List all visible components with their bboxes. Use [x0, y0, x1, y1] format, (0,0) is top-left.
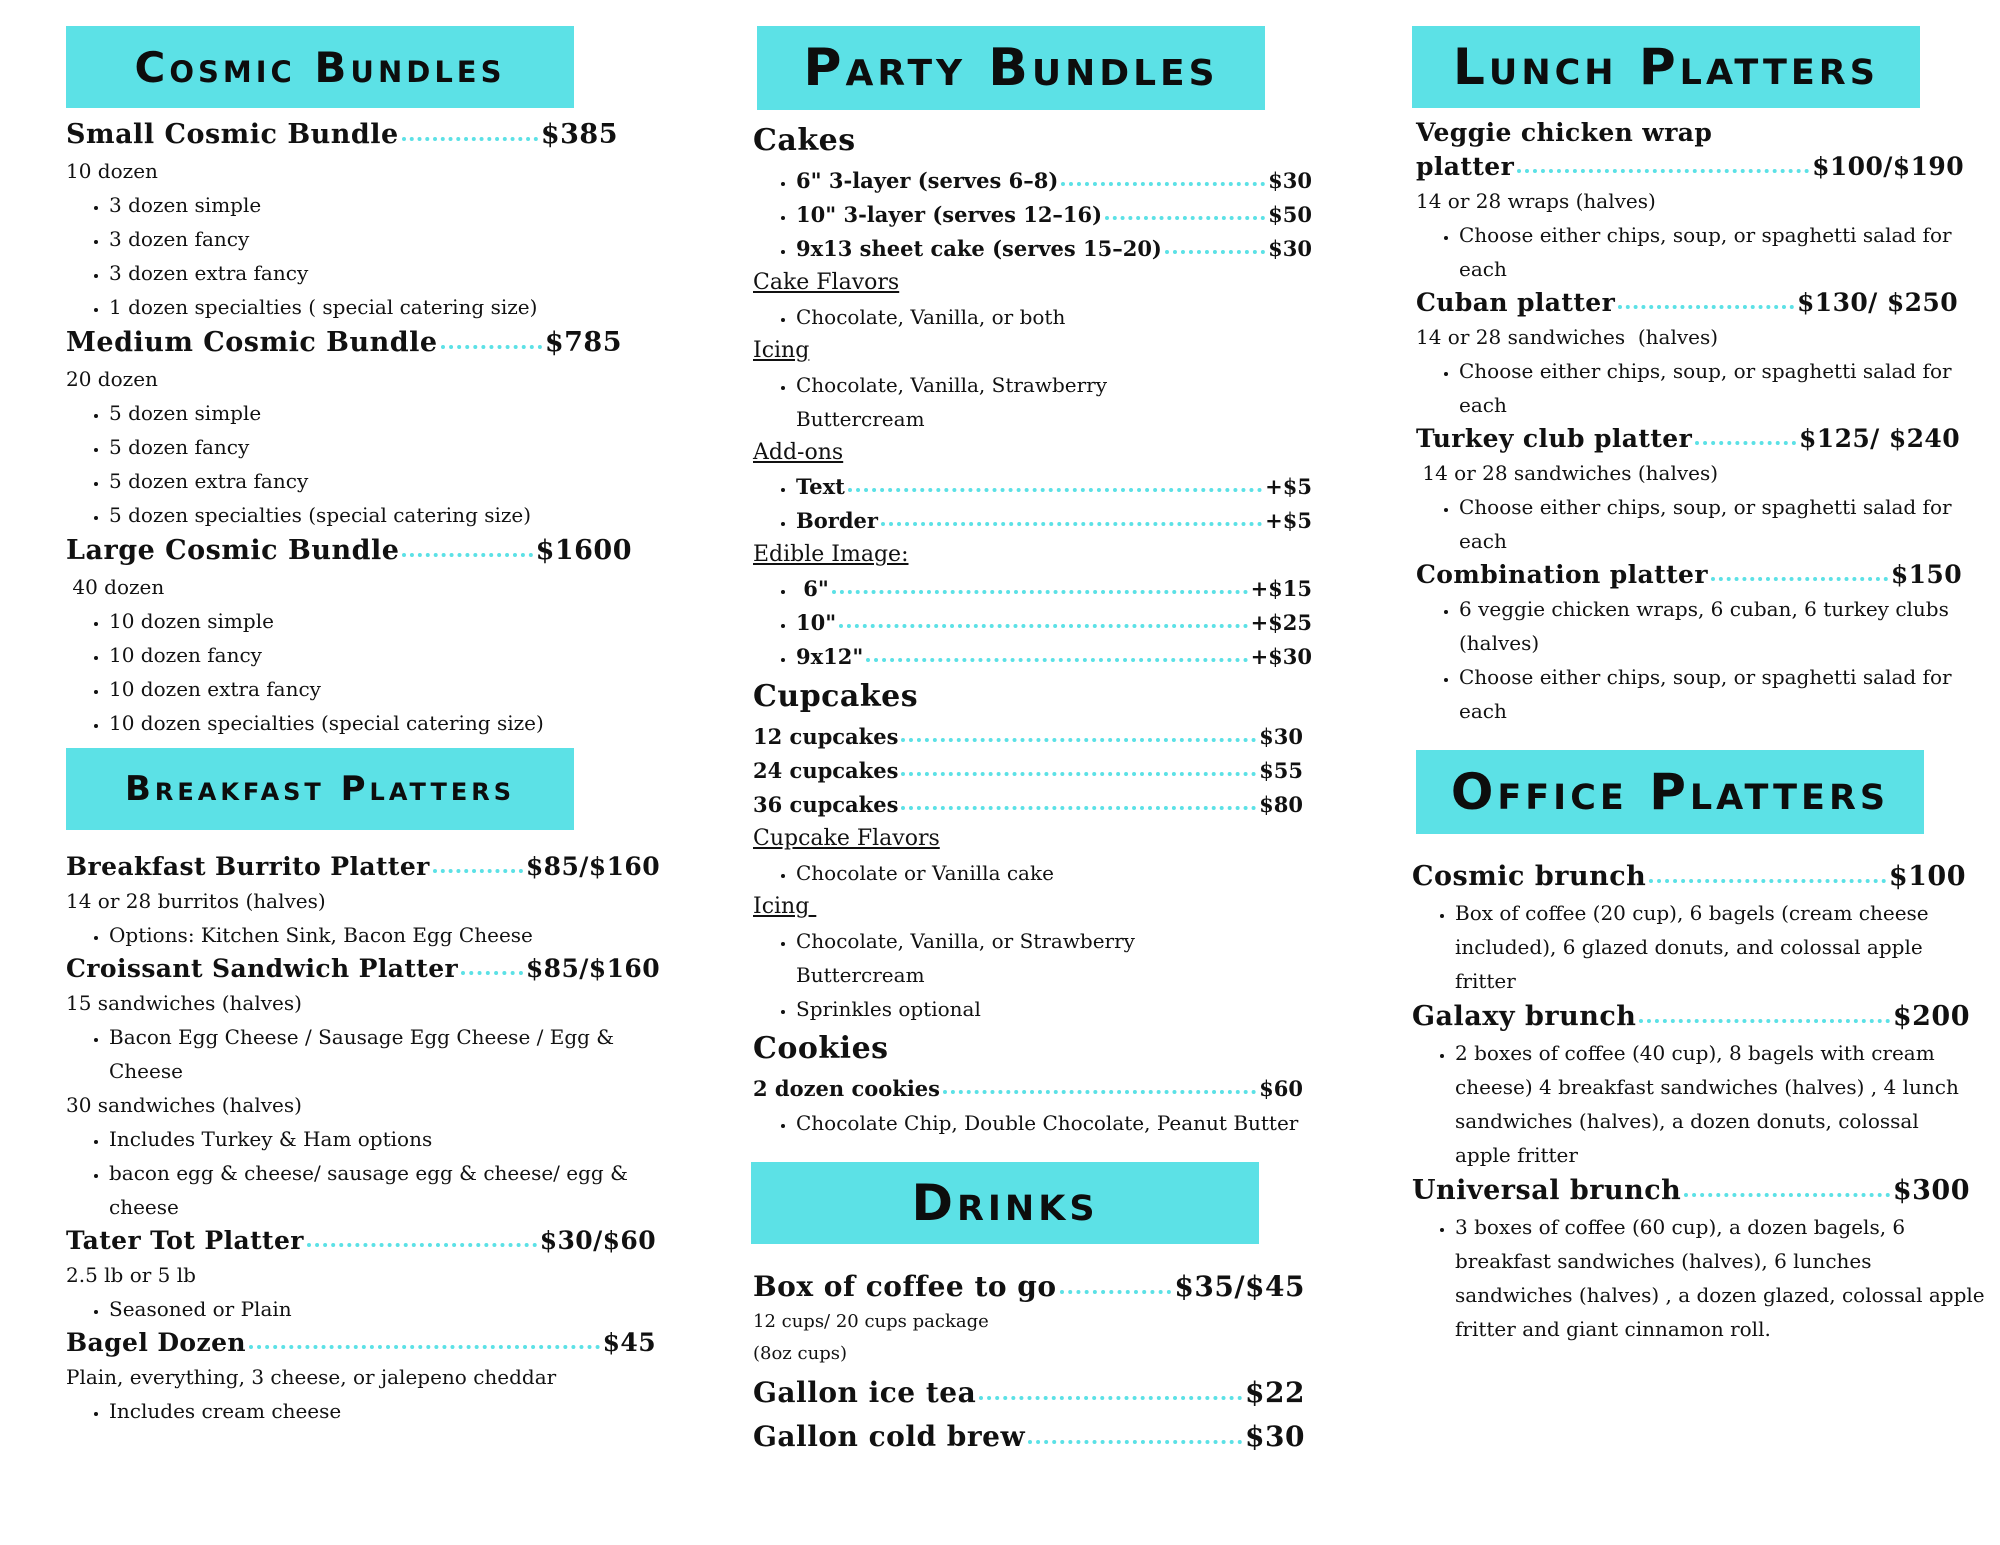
item-details	[66, 1020, 649, 1088]
menu-item	[796, 232, 1312, 266]
breakfast-platters-banner	[66, 748, 574, 830]
large-cosmic-bundle	[66, 532, 676, 740]
item-price: $125/ $240	[1799, 424, 1960, 453]
menu-item	[753, 1072, 1303, 1106]
item-name: Croissant Sandwich Platter	[66, 954, 459, 983]
office-platters-title: Office Platters	[1450, 763, 1890, 821]
party-bundles-banner	[757, 26, 1265, 110]
cupcakes-list	[753, 720, 1303, 822]
menu-item	[66, 324, 622, 362]
item-name: Breakfast Burrito Platter	[66, 852, 430, 881]
menu-item	[1416, 286, 1958, 320]
cookies-list	[753, 1072, 1303, 1106]
universal-brunch	[1412, 1172, 1985, 1346]
item-price: $80	[1259, 792, 1303, 817]
item-quantity: 20 dozen	[66, 367, 158, 391]
cupcake-icing-label: Icing	[753, 894, 817, 919]
item-price: $130/ $250	[1797, 288, 1958, 317]
breakfast-burrito-platter	[66, 850, 676, 952]
dot-leader	[1517, 169, 1809, 173]
menu-item	[753, 720, 1303, 754]
menu-item	[1412, 858, 1966, 896]
dot-leader	[433, 869, 523, 873]
item-price: $30	[1268, 236, 1312, 261]
item-price: +$5	[1265, 474, 1312, 499]
item-details	[1412, 1210, 1985, 1346]
detail: • Chocolate Chip, Double Chocolate, Peanut Butter	[796, 1106, 1316, 1140]
dot-leader	[402, 137, 538, 141]
breakfast-platters-title: Breakfast Platters	[124, 769, 516, 809]
item-price: $30	[1268, 168, 1312, 193]
menu-item	[796, 640, 1312, 674]
item-price: $85/$160	[525, 954, 660, 983]
dot-leader	[402, 553, 532, 557]
dot-leader	[307, 1243, 537, 1247]
croissant-sandwich-platter	[66, 952, 676, 1224]
list-item	[796, 232, 1312, 266]
dot-leader	[881, 522, 1262, 526]
item-price: $30/$60	[539, 1226, 656, 1255]
item-note: (8oz cups)	[753, 1343, 847, 1364]
gallon-ice-tea	[753, 1374, 1305, 1412]
cookies-heading: Cookies	[753, 1031, 889, 1066]
cake-flavors-label: Cake Flavors	[753, 270, 900, 295]
menu-item	[1416, 558, 1962, 592]
item-price: +$15	[1250, 576, 1312, 601]
detail: • 3 dozen fancy	[109, 222, 676, 256]
addons-list	[753, 470, 1312, 538]
dot-leader	[979, 1396, 1242, 1400]
cupcake-flavors-list	[753, 856, 1313, 890]
menu-item	[66, 850, 660, 884]
office-platters-banner	[1416, 750, 1924, 834]
column-right	[1398, 26, 1985, 1346]
detail: • Chocolate, Vanilla, or both	[796, 300, 1313, 334]
dot-leader	[1649, 879, 1886, 883]
menu-item	[1416, 150, 1964, 184]
menu-item	[796, 198, 1312, 232]
detail: • 10 dozen extra fancy	[109, 672, 676, 706]
item-name: Turkey club platter	[1416, 424, 1693, 453]
dot-leader	[901, 738, 1256, 742]
detail: • Chocolate, Vanilla, or Strawberry Buttercream	[796, 924, 1266, 992]
detail: • 1 dozen specialties ( special catering size)	[109, 290, 676, 324]
menu-item	[753, 754, 1303, 788]
item-name: Cosmic brunch	[1412, 861, 1647, 892]
dot-leader	[461, 971, 523, 975]
detail: • 10 dozen fancy	[109, 638, 676, 672]
list-item	[796, 606, 1312, 640]
cosmic-brunch	[1412, 858, 1966, 998]
item-name: • 9x12"	[796, 644, 864, 669]
dot-leader	[832, 590, 1248, 594]
item-details	[66, 1292, 676, 1326]
item-name: Small Cosmic Bundle	[66, 119, 399, 150]
item-price: +$30	[1250, 644, 1312, 669]
dot-leader	[1105, 216, 1265, 220]
item-price: $150	[1890, 560, 1962, 589]
detail: • Choose either chips, soup, or spaghetti salad for each	[1459, 354, 1959, 422]
item-name: 2 dozen cookies	[753, 1076, 940, 1101]
detail: • Choose either chips, soup, or spaghetti salad for each	[1459, 218, 1959, 286]
item-name: • 6" 3-layer (serves 6–8)	[796, 168, 1059, 193]
menu-item	[796, 572, 1312, 606]
item-quantity: Plain, everything, 3 cheese, or jalepeno cheddar	[66, 1365, 557, 1389]
item-name: Box of coffee to go	[753, 1270, 1057, 1303]
dot-leader	[1695, 441, 1796, 445]
menu-item	[66, 952, 660, 986]
menu-item	[66, 1326, 656, 1360]
detail: • 2 boxes of coffee (40 cup), 8 bagels with cream cheese) 4 breakfast sandwiches (halves) , 4 lunch sandwiches (halves), a dozen donuts, colossal apple fritter	[1455, 1036, 1975, 1172]
item-quantity: 14 or 28 wraps (halves)	[1416, 189, 1656, 213]
detail: • Choose either chips, soup, or spaghetti salad for each	[1459, 490, 1959, 558]
item-name: 24 cupcakes	[753, 758, 899, 783]
item-name: Veggie chicken wrap	[1416, 118, 1713, 147]
item-price: $100	[1888, 861, 1966, 892]
list-item	[796, 470, 1312, 504]
item-details	[1416, 592, 1969, 728]
item-name: • Text	[796, 474, 845, 499]
menu-item	[796, 470, 1312, 504]
icing-list	[753, 368, 1216, 436]
menu-item	[66, 532, 632, 570]
detail: • Chocolate, Vanilla, Strawberry Buttercream	[796, 368, 1216, 436]
column-middle	[753, 26, 1313, 1456]
item-price: $30	[1245, 1420, 1305, 1453]
item-name: Gallon cold brew	[753, 1420, 1026, 1453]
detail: • Includes cream cheese	[109, 1394, 676, 1428]
box-of-coffee	[753, 1268, 1313, 1370]
item-price: $30	[1259, 724, 1303, 749]
dot-leader	[943, 1090, 1256, 1094]
item-name: Universal brunch	[1412, 1175, 1682, 1206]
item-name: 12 cupcakes	[753, 724, 899, 749]
item-price: $45	[602, 1328, 656, 1357]
cosmic-bundles-title: Cosmic Bundles	[134, 42, 506, 92]
item-name: • 6"	[796, 576, 829, 601]
item-price: +$25	[1250, 610, 1312, 635]
detail: • 3 boxes of coffee (60 cup), a dozen bagels, 6 breakfast sandwiches (halves), 6 lunches sandwiches (halves) , a dozen glazed, colossal apple fritter and giant cinnamon roll.	[1455, 1210, 1985, 1346]
small-cosmic-bundle	[66, 116, 676, 324]
menu-item	[66, 1224, 656, 1258]
item-price: +$5	[1265, 508, 1312, 533]
menu-item	[753, 1268, 1305, 1306]
item-name: • 9x13 sheet cake (serves 15–20)	[796, 236, 1162, 261]
detail: • 3 dozen extra fancy	[109, 256, 676, 290]
item-price: $60	[1259, 1076, 1303, 1101]
item-price: $22	[1245, 1376, 1305, 1409]
cuban-platter	[1416, 286, 1958, 422]
dot-leader	[1639, 1019, 1889, 1023]
detail: • Options: Kitchen Sink, Bacon Egg Cheese	[109, 918, 676, 952]
dot-leader	[441, 345, 542, 349]
bagel-dozen	[66, 1326, 676, 1428]
item-details	[1416, 354, 1959, 422]
edible-image-list	[753, 572, 1312, 674]
item-price: $200	[1892, 1001, 1970, 1032]
dot-leader	[1165, 250, 1265, 254]
cosmic-bundles-banner	[66, 26, 574, 108]
detail: • Chocolate or Vanilla cake	[796, 856, 1313, 890]
item-price: $785	[544, 327, 622, 358]
item-quantity: 2.5 lb or 5 lb	[66, 1263, 196, 1287]
detail: • 5 dozen extra fancy	[109, 464, 676, 498]
list-item	[796, 572, 1312, 606]
menu-item	[796, 606, 1312, 640]
party-bundles-title: Party Bundles	[803, 38, 1219, 98]
veggie-chicken-wrap-platter	[1416, 116, 1964, 286]
dot-leader	[848, 488, 1262, 492]
item-price: $300	[1892, 1175, 1970, 1206]
combination-platter	[1416, 558, 1962, 728]
cakes-heading: Cakes	[753, 123, 856, 158]
menu-item	[1416, 422, 1960, 456]
drinks-banner	[751, 1162, 1259, 1244]
dot-leader	[1684, 1193, 1890, 1197]
item-details	[66, 604, 676, 740]
dot-leader	[1711, 577, 1888, 581]
dot-leader	[901, 772, 1256, 776]
cupcakes-heading: Cupcakes	[753, 679, 919, 714]
cupcake-flavors-label: Cupcake Flavors	[753, 826, 940, 851]
drinks-title: Drinks	[911, 1174, 1099, 1232]
item-details	[66, 1394, 676, 1428]
menu-item	[1412, 998, 1970, 1036]
item-name: Tater Tot Platter	[66, 1226, 304, 1255]
lunch-platters-title: Lunch Platters	[1453, 38, 1879, 96]
list-item	[796, 504, 1312, 538]
detail: • 10 dozen simple	[109, 604, 676, 638]
item-quantity: 10 dozen	[66, 159, 158, 183]
list-item	[796, 164, 1312, 198]
galaxy-brunch	[1412, 998, 1970, 1172]
item-price: $100/$190	[1812, 152, 1964, 181]
dot-leader	[1028, 1440, 1242, 1444]
detail: • 10 dozen specialties (special catering size)	[109, 706, 676, 740]
detail: • 6 veggie chicken wraps, 6 cuban, 6 turkey clubs (halves)	[1459, 592, 1969, 660]
detail: • 5 dozen specialties (special catering size)	[109, 498, 676, 532]
item-note: 12 cups/ 20 cups package	[753, 1311, 989, 1332]
item-details	[1412, 1036, 1975, 1172]
detail: • Seasoned or Plain	[109, 1292, 676, 1326]
detail: • Sprinkles optional	[796, 992, 1266, 1026]
item-name: Combination platter	[1416, 560, 1708, 589]
item-price: $85/$160	[525, 852, 660, 881]
item-name: Bagel Dozen	[66, 1328, 246, 1357]
menu-item	[796, 164, 1312, 198]
item-details	[1412, 896, 1965, 998]
item-price: $35/$45	[1174, 1270, 1305, 1303]
item-name: Large Cosmic Bundle	[66, 535, 400, 566]
item-name: • 10"	[796, 610, 837, 635]
item-name: • Border	[796, 508, 878, 533]
item-quantity: 14 or 28 burritos (halves)	[66, 889, 326, 913]
gallon-cold-brew	[753, 1418, 1305, 1456]
item-details	[1416, 218, 1959, 286]
addons-label: Add-ons	[753, 440, 844, 465]
item-name: Cuban platter	[1416, 288, 1616, 317]
detail: • 5 dozen fancy	[109, 430, 676, 464]
item-details	[66, 1122, 649, 1224]
dot-leader	[901, 806, 1256, 810]
item-quantity: 30 sandwiches (halves)	[66, 1093, 302, 1117]
menu-item	[1412, 1172, 1970, 1210]
dot-leader	[249, 1345, 600, 1349]
cakes-list	[753, 164, 1312, 266]
item-price: $385	[540, 119, 618, 150]
item-details	[66, 188, 676, 324]
item-quantity: 14 or 28 sandwiches (halves)	[1416, 461, 1719, 485]
item-details	[66, 396, 676, 532]
tater-tot-platter	[66, 1224, 676, 1326]
detail: • 5 dozen simple	[109, 396, 676, 430]
menu-item	[753, 788, 1303, 822]
dot-leader	[866, 658, 1247, 662]
item-quantity: 15 sandwiches (halves)	[66, 991, 302, 1015]
turkey-club-platter	[1416, 422, 1958, 558]
cupcake-icing-list	[753, 924, 1266, 1026]
item-details	[66, 918, 676, 952]
item-name: • 10" 3-layer (serves 12–16)	[796, 202, 1103, 227]
item-quantity: 40 dozen	[66, 575, 165, 599]
dot-leader	[1061, 182, 1265, 186]
item-quantity: 14 or 28 sandwiches (halves)	[1416, 325, 1719, 349]
item-name: Medium Cosmic Bundle	[66, 327, 438, 358]
detail: • 3 dozen simple	[109, 188, 676, 222]
item-name: 36 cupcakes	[753, 792, 899, 817]
dot-leader	[1060, 1290, 1172, 1294]
cookie-flavors-list	[753, 1106, 1316, 1140]
item-price: $50	[1268, 202, 1312, 227]
icing-label: Icing	[753, 338, 810, 363]
item-name: Gallon ice tea	[753, 1376, 977, 1409]
cake-flavors-list	[753, 300, 1313, 334]
lunch-platters-banner	[1412, 26, 1920, 108]
detail: • Choose either chips, soup, or spaghetti salad for each	[1459, 660, 1969, 728]
detail: • Includes Turkey & Ham options	[109, 1122, 649, 1156]
item-name: platter	[1416, 152, 1515, 181]
dot-leader	[839, 624, 1247, 628]
item-price: $55	[1259, 758, 1303, 783]
menu-item	[66, 116, 618, 154]
item-name: Galaxy brunch	[1412, 1001, 1637, 1032]
item-price: $1600	[535, 535, 632, 566]
medium-cosmic-bundle	[66, 324, 676, 532]
item-details	[1416, 490, 1959, 558]
detail: • Box of coffee (20 cup), 6 bagels (cream cheese included), 6 glazed donuts, and colossal apple fritter	[1455, 896, 1965, 998]
column-left	[66, 26, 676, 1428]
edible-image-label: Edible Image:	[753, 542, 909, 567]
list-item	[796, 640, 1312, 674]
dot-leader	[1618, 305, 1794, 309]
menu-item	[796, 504, 1312, 538]
detail: • bacon egg & cheese/ sausage egg & cheese/ egg & cheese	[109, 1156, 649, 1224]
list-item	[796, 198, 1312, 232]
detail: • Bacon Egg Cheese / Sausage Egg Cheese / Egg & Cheese	[109, 1020, 649, 1088]
